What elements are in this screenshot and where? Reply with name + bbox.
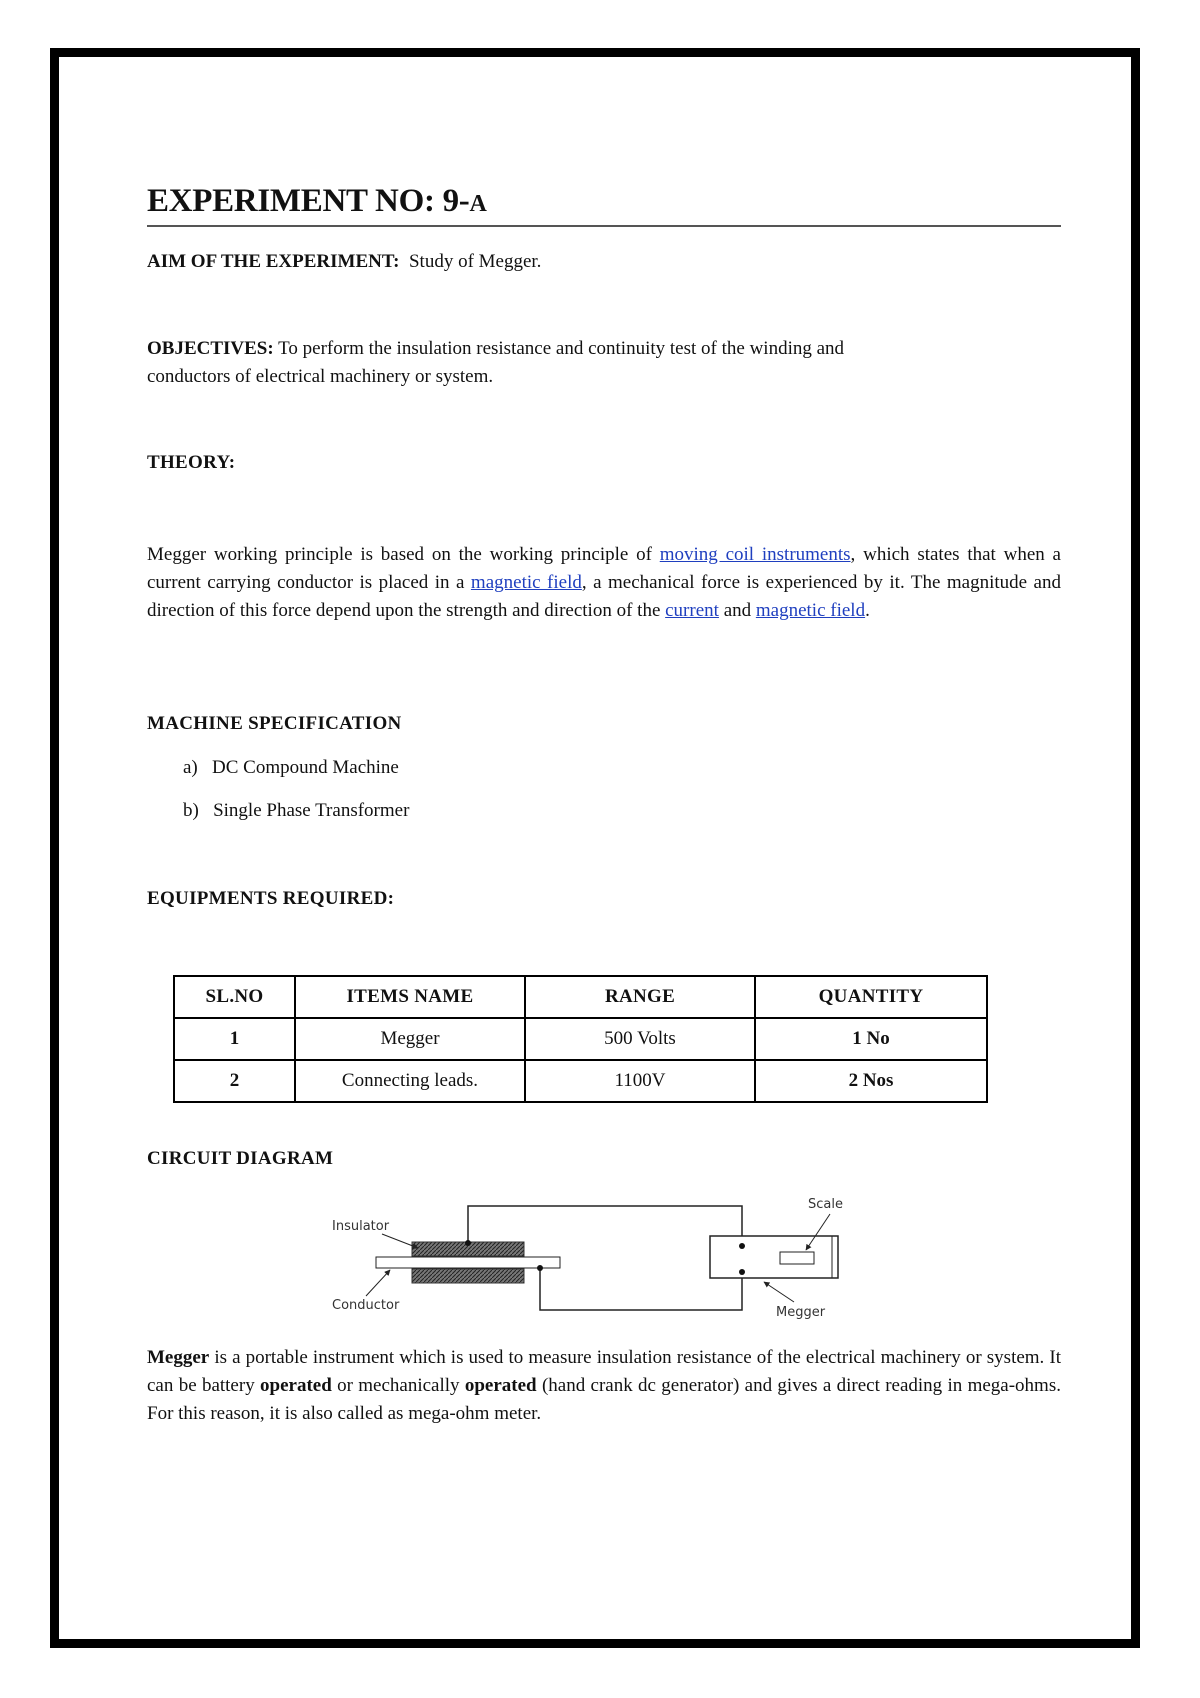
scale-window (780, 1252, 814, 1264)
title-suffix: A (469, 191, 487, 217)
label-conductor: Conductor (332, 1298, 400, 1313)
table-header-row (174, 976, 987, 1018)
title-underline (147, 225, 1061, 227)
description-bold: operated (464, 1375, 537, 1396)
description-text: (hand crank dc generator) and gives a direct reading in mega-ohms. For this reason, it is also called as mega-ohm meter. (147, 1375, 1061, 1424)
theory-text-1: Megger working principle is based on the working principle of (147, 544, 660, 565)
table-cell: 1 (174, 1018, 295, 1060)
machine-list-item (183, 757, 399, 779)
arrow-conductor (366, 1270, 390, 1296)
link-magnetic-field-2[interactable]: magnetic field (755, 600, 866, 621)
column-header: RANGE (525, 976, 755, 1018)
label-megger: Megger (776, 1305, 826, 1320)
aim-label: AIM OF THE EXPERIMENT: (147, 251, 400, 272)
table-cell: 1 No (755, 1018, 987, 1060)
table-cell: 500 Volts (525, 1018, 755, 1060)
table-cell: Megger (295, 1018, 525, 1060)
table-row (174, 1018, 987, 1060)
theory-text-4: and (718, 600, 756, 621)
objectives-label: OBJECTIVES: (147, 338, 274, 359)
table-row (174, 1060, 987, 1102)
label-insulator: Insulator (332, 1219, 390, 1234)
arrow-insulator (382, 1234, 418, 1248)
column-header: QUANTITY (755, 976, 987, 1018)
description-text: or mechanically (331, 1375, 465, 1396)
megger-terminal (739, 1269, 745, 1275)
megger-description (147, 1344, 1061, 1428)
theory-text-2: , which states that when a current carrying conductor is placed in a (147, 544, 1061, 593)
objectives-line-1: To perform the insulation resistance and continuity test of the winding and (278, 338, 845, 359)
megger-box (710, 1236, 838, 1278)
theory-heading: THEORY: (147, 452, 236, 473)
insulator-bottom (412, 1269, 524, 1283)
table-cell: 2 (174, 1060, 295, 1102)
terminal-dot (465, 1240, 471, 1246)
description-text: is a portable instrument which is used to measure insulation resistance of the electrical machinery or system. It can be battery (147, 1347, 1061, 1396)
description-bold: Megger (147, 1347, 210, 1368)
circuit-heading: CIRCUIT DIAGRAM (147, 1148, 334, 1169)
table-cell: 1100V (525, 1060, 755, 1102)
link-moving-coil-instruments[interactable]: moving coil instruments (659, 544, 851, 565)
theory-text-3: , a mechanical force is experienced by it. The magnitude and direction of this force depend upon the strength and direction of the (147, 572, 1061, 621)
link-magnetic-field[interactable]: magnetic field (470, 572, 582, 593)
link-current[interactable]: current (665, 600, 719, 621)
circuit-diagram (320, 1190, 890, 1320)
theory-paragraph (147, 541, 1061, 625)
column-header: ITEMS NAME (295, 976, 525, 1018)
terminal-dot (537, 1265, 543, 1271)
description-bold: operated (260, 1375, 332, 1396)
table-cell: 2 Nos (755, 1060, 987, 1102)
megger-terminal (739, 1243, 745, 1249)
column-header: SL.NO (174, 976, 295, 1018)
list-marker: b) (183, 800, 199, 821)
equipment-heading: EQUIPMENTS REQUIRED: (147, 888, 395, 909)
aim-section (147, 248, 541, 276)
list-marker: a) (183, 757, 198, 778)
arrow-megger (764, 1282, 794, 1302)
list-text: Single Phase Transformer (213, 800, 410, 821)
page-title (147, 183, 487, 220)
objectives-line-2: conductors of electrical machinery or system. (147, 366, 494, 387)
conductor-bar (376, 1257, 560, 1268)
title-main: EXPERIMENT NO: 9- (147, 183, 470, 219)
wire-top (468, 1206, 742, 1246)
machine-spec-heading: MACHINE SPECIFICATION (147, 713, 402, 734)
equipment-table (173, 975, 988, 1103)
label-scale: Scale (808, 1197, 843, 1212)
machine-list-item (183, 800, 409, 822)
table-cell: Connecting leads. (295, 1060, 525, 1102)
list-text: DC Compound Machine (212, 757, 399, 778)
aim-text: Study of Megger. (408, 251, 542, 272)
theory-text-5: . (865, 600, 870, 621)
objectives-section (147, 335, 1061, 391)
